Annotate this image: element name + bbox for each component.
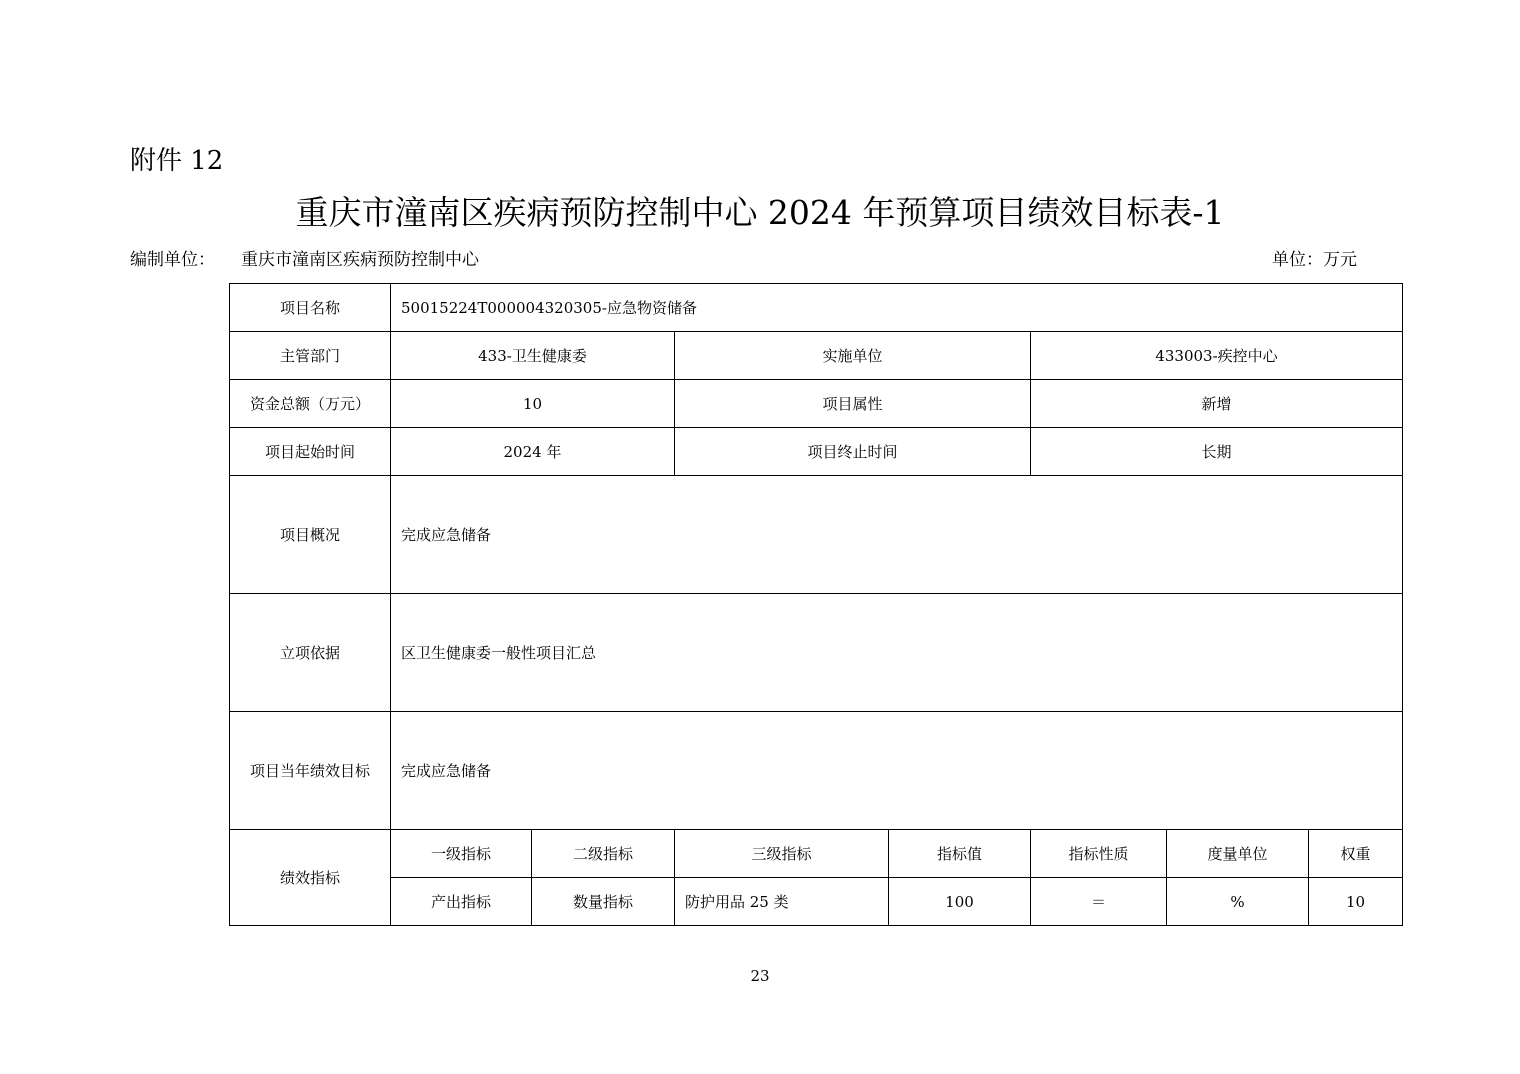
header-level2: 二级指标 (532, 830, 675, 878)
project-name-label: 项目名称 (230, 284, 391, 332)
start-time-value: 2024 年 (391, 428, 675, 476)
cell-target-value: 100 (889, 878, 1031, 926)
indicators-section-label: 绩效指标 (230, 830, 391, 926)
start-time-label: 项目起始时间 (230, 428, 391, 476)
implementing-unit-value: 433003-疾控中心 (1031, 332, 1403, 380)
row-overview (230, 476, 1403, 594)
project-name-value: 50015224T000004320305-应急物资储备 (391, 284, 1403, 332)
row-department (230, 332, 1403, 380)
document-title: 重庆市潼南区疾病预防控制中心 2024 年预算项目绩效目标表-1 (295, 193, 1225, 232)
header-target-value: 指标值 (889, 830, 1031, 878)
indicator-row (230, 878, 1403, 926)
compiling-unit-name: 重庆市潼南区疾病预防控制中心 (241, 250, 479, 270)
cell-level1: 产出指标 (391, 878, 532, 926)
project-attribute-value: 新增 (1031, 380, 1403, 428)
annual-goal-label: 项目当年绩效目标 (230, 712, 391, 830)
cell-unit: % (1167, 878, 1309, 926)
header-weight: 权重 (1309, 830, 1403, 878)
row-annual-goal (230, 712, 1403, 830)
row-basis (230, 594, 1403, 712)
performance-target-table (229, 283, 1403, 926)
row-funds (230, 380, 1403, 428)
cell-level3: 防护用品 25 类 (675, 878, 889, 926)
annual-goal-value: 完成应急储备 (391, 712, 1403, 830)
row-project-name (230, 284, 1403, 332)
total-funds-label: 资金总额（万元） (230, 380, 391, 428)
basis-label: 立项依据 (230, 594, 391, 712)
end-time-value: 长期 (1031, 428, 1403, 476)
compiling-unit-label: 编制单位： (130, 250, 215, 270)
header-level3: 三级指标 (675, 830, 889, 878)
end-time-label: 项目终止时间 (675, 428, 1031, 476)
cell-level2: 数量指标 (532, 878, 675, 926)
attachment-label: 附件 12 (130, 146, 224, 176)
project-attribute-label: 项目属性 (675, 380, 1031, 428)
page-number: 23 (750, 967, 770, 985)
total-funds-value: 10 (391, 380, 675, 428)
compiling-unit (130, 247, 479, 273)
header-nature: 指标性质 (1031, 830, 1167, 878)
header-level1: 一级指标 (391, 830, 532, 878)
cell-weight: 10 (1309, 878, 1403, 926)
cell-nature: ＝ (1031, 878, 1167, 926)
row-period (230, 428, 1403, 476)
overview-label: 项目概况 (230, 476, 391, 594)
department-label: 主管部门 (230, 332, 391, 380)
implementing-unit-label: 实施单位 (675, 332, 1031, 380)
overview-value: 完成应急储备 (391, 476, 1403, 594)
currency-unit: 单位：万元 (1272, 250, 1357, 270)
indicator-header-row (230, 830, 1403, 878)
header-unit: 度量单位 (1167, 830, 1309, 878)
department-value: 433-卫生健康委 (391, 332, 675, 380)
basis-value: 区卫生健康委一般性项目汇总 (391, 594, 1403, 712)
